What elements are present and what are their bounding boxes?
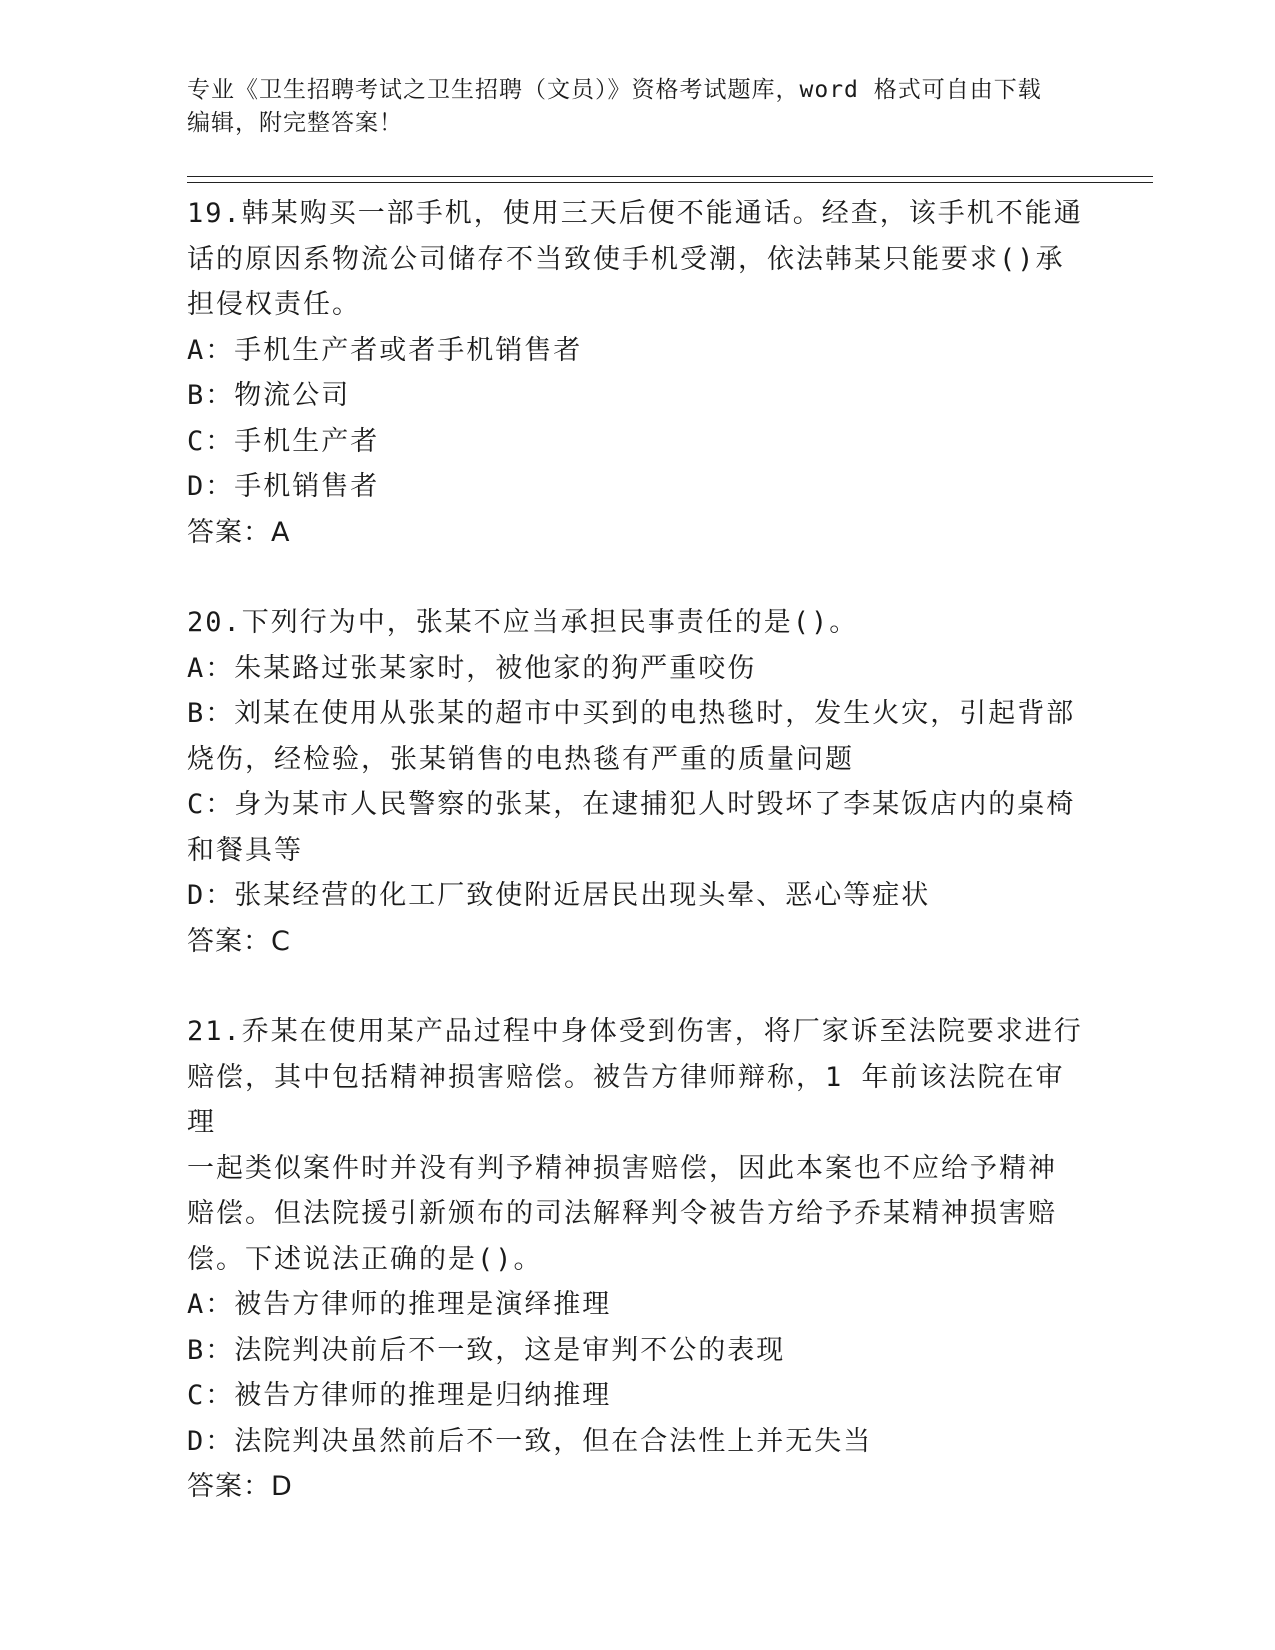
question-stem-line: 21.乔某在使用某产品过程中身体受到伤害，将厂家诉至法院要求进行 bbox=[187, 1016, 1083, 1047]
option-d: D：张某经营的化工厂致使附近居民出现头晕、恶心等症状 bbox=[187, 880, 931, 911]
question-stem-line: 偿。下述说法正确的是()。 bbox=[187, 1243, 543, 1275]
question-stem-line: 赔偿。但法院援引新颁布的司法解释判令被告方给予乔某精神损害赔 bbox=[187, 1198, 1057, 1229]
option-c: C：被告方律师的推理是归纳推理 bbox=[187, 1380, 612, 1411]
option-b: B：刘某在使用从张某的超市中买到的电热毯时，发生火灾，引起背部 bbox=[187, 698, 1076, 729]
option-b: B：法院判决前后不一致，这是审判不公的表现 bbox=[187, 1334, 786, 1366]
document-header bbox=[187, 74, 1087, 140]
answer-line: 答案：A bbox=[187, 516, 291, 548]
option-a: A：被告方律师的推理是演绎推理 bbox=[187, 1289, 612, 1320]
option-c: C：手机生产者 bbox=[187, 425, 380, 457]
option-a: A：朱某路过张某家时，被他家的狗严重咬伤 bbox=[187, 652, 757, 684]
question-stem-line: 赔偿，其中包括精神损害赔偿。被告方律师辩称，1 年前该法院在审理 bbox=[187, 1061, 1065, 1138]
question-stem-line: 一起类似案件时并没有判予精神损害赔偿，因此本案也不应给予精神 bbox=[187, 1152, 1057, 1184]
question-stem-line: 担侵权责任。 bbox=[187, 289, 361, 320]
option-d: D：法院判决虽然前后不一致，但在合法性上并无失当 bbox=[187, 1425, 873, 1457]
option-c-continued: 和餐具等 bbox=[187, 834, 303, 866]
option-c: C：身为某市人民警察的张某，在逮捕犯人时毁坏了李某饭店内的桌椅 bbox=[187, 789, 1076, 820]
question-stem-line: 20.下列行为中，张某不应当承担民事责任的是()。 bbox=[187, 607, 859, 638]
question-stem-line: 话的原因系物流公司储存不当致使手机受潮，依法韩某只能要求()承 bbox=[187, 243, 1065, 275]
option-b: B：物流公司 bbox=[187, 380, 351, 411]
header-divider-top bbox=[187, 176, 1153, 177]
question-stem-line: 19.韩某购买一部手机，使用三天后便不能通话。经查，该手机不能通 bbox=[187, 198, 1083, 229]
answer-line: 答案：C bbox=[187, 925, 291, 957]
question-19 bbox=[187, 191, 1087, 555]
question-21 bbox=[187, 1009, 1087, 1510]
option-b-continued: 烧伤，经检验，张某销售的电热毯有严重的质量问题 bbox=[187, 743, 854, 775]
header-line-2: 编辑，附完整答案！ bbox=[187, 110, 403, 136]
answer-line: 答案：D bbox=[187, 1471, 293, 1502]
question-list bbox=[187, 191, 1087, 1555]
question-20 bbox=[187, 600, 1087, 964]
option-d: D：手机销售者 bbox=[187, 471, 380, 502]
header-divider-bottom bbox=[187, 182, 1153, 183]
option-a: A：手机生产者或者手机销售者 bbox=[187, 334, 583, 366]
header-line-1: 专业《卫生招聘考试之卫生招聘（文员）》资格考试题库，word 格式可自由下载 bbox=[187, 77, 1042, 103]
